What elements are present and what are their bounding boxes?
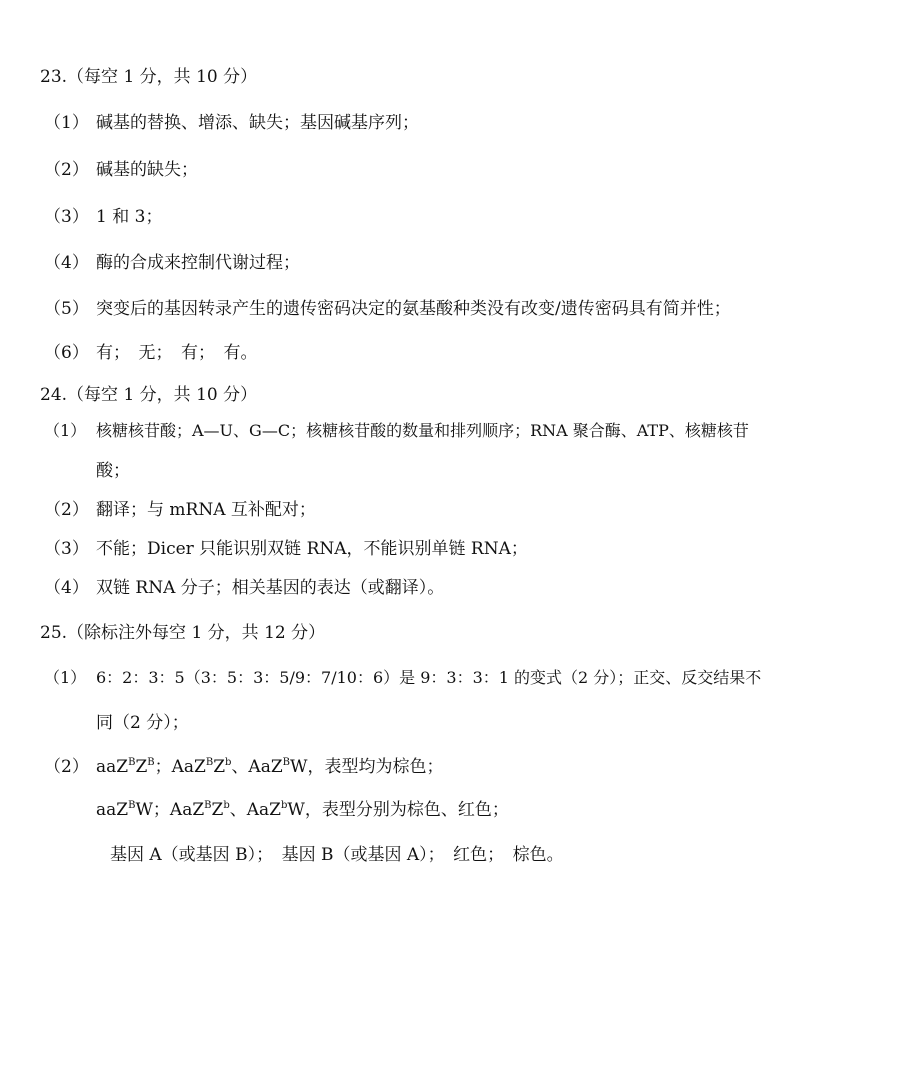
item-number: （1） <box>44 668 87 687</box>
q23-item-5 <box>44 294 731 319</box>
q24-item-2 <box>44 495 316 520</box>
q25-header: 25.（除标注外每空 1 分，共 12 分） <box>40 623 326 643</box>
q24-item-3 <box>44 534 528 559</box>
q23-item-1 <box>44 108 419 133</box>
item-text: 突变后的基因转录产生的遗传密码决定的氨基酸种类没有改变/遗传密码具有简并性； <box>96 299 731 319</box>
item-number: （6） <box>44 343 89 363</box>
item-text: 翻译；与 mRNA 互补配对； <box>96 500 316 520</box>
q25-item-1 <box>44 665 761 688</box>
item-text: 碱基的缺失； <box>96 160 198 180</box>
q23-item-4 <box>44 248 300 273</box>
item-number: （4） <box>44 578 89 598</box>
item-text: 酶的合成来控制代谢过程； <box>96 253 300 273</box>
q24-item-1 <box>44 418 749 441</box>
item-text: 碱基的替换、增添、缺失；基因碱基序列； <box>96 113 419 133</box>
item-number: （2） <box>44 500 89 520</box>
item-text: 1 和 3； <box>96 207 163 227</box>
item-number: （2） <box>44 757 89 777</box>
item-number: （4） <box>44 253 89 273</box>
q25-item-2-line-3: 基因 A（或基因 B）； 基因 B（或基因 A）； 红色； 棕色。 <box>110 845 564 865</box>
item-number: （1） <box>44 421 87 440</box>
q24-item-1-continuation: 酸； <box>96 461 130 481</box>
item-text: 有； 无； 有； 有。 <box>96 343 258 363</box>
item-text: 不能；Dicer 只能识别双链 RNA，不能识别单链 RNA； <box>96 539 528 559</box>
item-number: （1） <box>44 113 89 133</box>
q24-header: 24.（每空 1 分，共 10 分） <box>40 385 258 405</box>
genotype-text: $aaZ^BZ^B$；$AaZ^BZ^b$、AaZ$^B$W，表型均为棕色； <box>96 757 444 777</box>
q25-item-2-line-2: aaZ$^B$W；$AaZ^BZ^b$、AaZ$^b$W，表型分别为棕色、红色； <box>96 800 509 820</box>
item-text: 6：2：3：5（3：5：3：5/9：7/10：6）是 9：3：3：1 的变式（2 分）；正交、反交结果不 <box>96 668 762 687</box>
item-number: （3） <box>44 207 89 227</box>
item-number: （5） <box>44 299 89 319</box>
q24-item-4 <box>44 573 444 598</box>
q23-item-6 <box>44 338 258 363</box>
q25-item-2-line-1 <box>44 752 444 777</box>
q23-item-3 <box>44 202 162 227</box>
q23-header: 23.（每空 1 分，共 10 分） <box>40 67 258 87</box>
q23-item-2 <box>44 155 198 180</box>
item-number: （2） <box>44 160 89 180</box>
item-text: 核糖核苷酸；A—U、G—C；核糖核苷酸的数量和排列顺序；RNA 聚合酶、ATP、核糖核苷 <box>96 421 749 440</box>
q25-item-1-continuation: 同（2 分）； <box>96 713 189 733</box>
item-text: 双链 RNA 分子；相关基因的表达（或翻译）。 <box>96 578 445 598</box>
item-number: （3） <box>44 539 89 559</box>
